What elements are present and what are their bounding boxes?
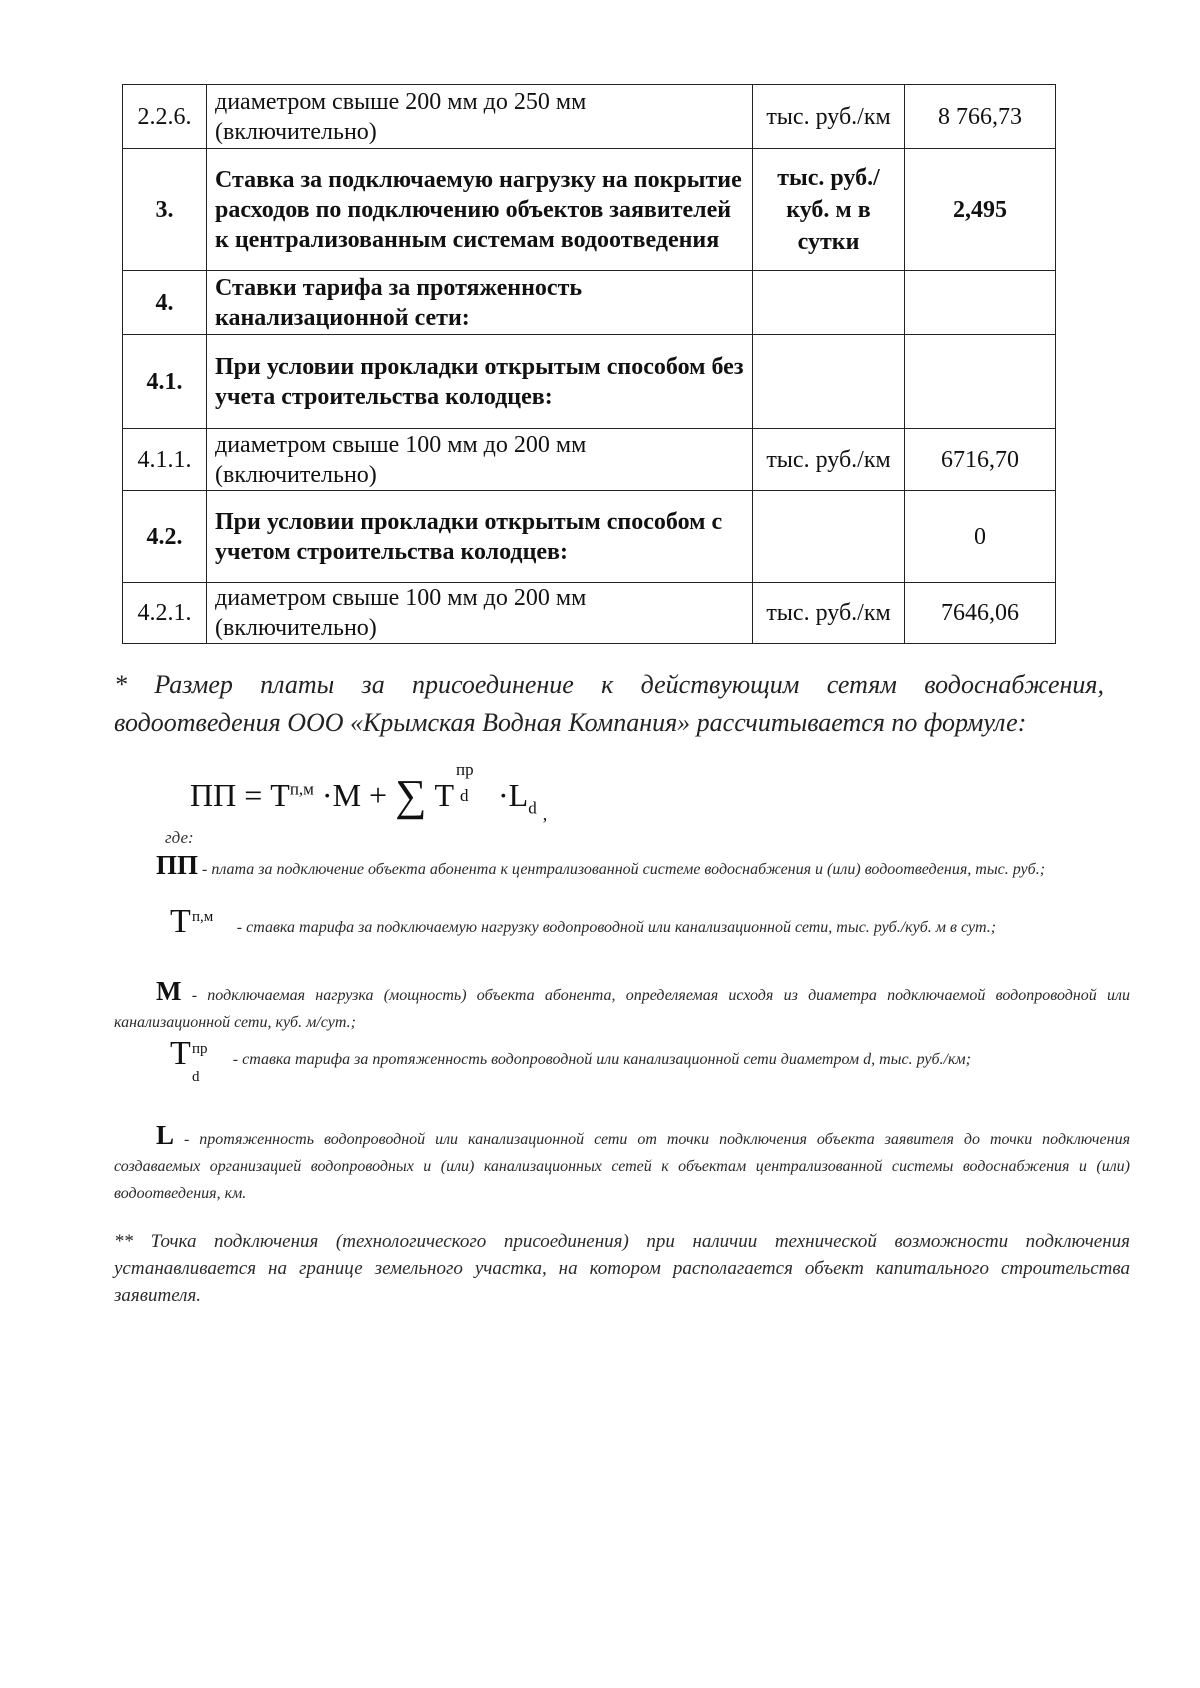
row-description: При условии прокладки открытым способом без учета строительства колодцев: bbox=[207, 335, 753, 429]
row-value: 2,495 bbox=[905, 149, 1056, 271]
formula-t2: Т bbox=[434, 777, 454, 813]
row-description: Ставки тарифа за протяженность канализационной сети: bbox=[207, 271, 753, 335]
row-description: Ставка за подключаемую нагрузку на покрытие расходов по подключению объектов заявителей к централизованным системам водоотведения bbox=[207, 149, 753, 271]
footnote-formula-intro: * Размер платы за присоединение к действующим сетям водоснабжения, водоотведения ООО «Крымская Водная Компания» рассчитывается по формуле: bbox=[114, 670, 1104, 737]
row-description: диаметром свыше 100 мм до 200 мм (включительно) bbox=[207, 583, 753, 644]
row-number: 4.2. bbox=[123, 491, 207, 583]
row-unit: тыс. руб./км bbox=[753, 85, 905, 149]
formula-t2-subscript: d bbox=[460, 786, 469, 805]
row-unit: тыс. руб./ куб. м в сутки bbox=[753, 149, 905, 271]
row-number: 4.1. bbox=[123, 335, 207, 429]
definition-symbol: М bbox=[156, 976, 182, 1006]
formula-eq-t: = Т bbox=[244, 777, 290, 813]
definition-symbol: L bbox=[156, 1120, 175, 1150]
formula-t2-indices bbox=[454, 760, 490, 806]
fee-formula bbox=[190, 760, 548, 825]
row-number: 4.2.1. bbox=[123, 583, 207, 644]
formula-m-part: ·М + bbox=[321, 777, 388, 813]
formula-t2-superscript: пр bbox=[456, 760, 474, 779]
definition-symbol: Т п,м bbox=[170, 903, 214, 940]
table-row bbox=[123, 149, 1056, 271]
formula-t-superscript: п,м bbox=[289, 779, 314, 799]
row-value: 7646,06 bbox=[905, 583, 1056, 644]
row-unit bbox=[753, 335, 905, 429]
formula-sum-symbol: ∑ bbox=[395, 771, 427, 820]
row-number: 3. bbox=[123, 149, 207, 271]
where-label: где: bbox=[165, 828, 194, 847]
table-row bbox=[123, 429, 1056, 491]
formula-comma: , bbox=[542, 804, 548, 824]
definition-text: - ставка тарифа за подключаемую нагрузку водопроводной или канализационной сети, тыс. руб./куб. м в сут.; bbox=[236, 919, 997, 936]
formula-l-subscript: d bbox=[528, 798, 537, 818]
definition-subscript: d bbox=[192, 1069, 200, 1085]
row-value: 8 766,73 bbox=[905, 85, 1056, 149]
row-unit: тыс. руб./км bbox=[753, 583, 905, 644]
definition-text: - протяженность водопроводной или канализационной сети от точки подключения объекта заявителя до точки подключения создаваемых организацией водопроводных и (или) канализационных сетей к объектам централизованной системы водоснабжения и (или) водоотведения, км. bbox=[114, 1131, 1131, 1202]
definition-pp bbox=[114, 852, 1130, 883]
row-description: При условии прокладки открытым способом с учетом строительства колодцев: bbox=[207, 491, 753, 583]
row-number: 4.1.1. bbox=[123, 429, 207, 491]
table-row bbox=[123, 583, 1056, 644]
row-unit: тыс. руб./км bbox=[753, 429, 905, 491]
table-row bbox=[123, 85, 1056, 149]
row-value: 0 bbox=[905, 491, 1056, 583]
definition-symbol: Т пр d bbox=[170, 1040, 191, 1067]
definition-text: - плата за подключение объекта абонента к централизованной системе водоснабжения и (или) водоотведения, тыс. руб.; bbox=[202, 861, 1046, 878]
definition-t bbox=[114, 903, 1130, 941]
footnote-connection-point: ** Точка подключения (технологического присоединения) при наличии технической возможности подключения устанавливается на границе земельного участка, на котором располагается объект капитального строительства заявителя. bbox=[114, 1231, 1130, 1306]
row-value bbox=[905, 271, 1056, 335]
row-value bbox=[905, 335, 1056, 429]
table-row bbox=[123, 335, 1056, 429]
formula-pp: ПП bbox=[190, 777, 237, 813]
definition-m bbox=[114, 978, 1130, 1036]
definition-l bbox=[114, 1122, 1130, 1207]
row-description: диаметром свыше 100 мм до 200 мм (включительно) bbox=[207, 429, 753, 491]
table-row bbox=[123, 491, 1056, 583]
definition-superscript: пр bbox=[192, 1041, 208, 1057]
row-value: 6716,70 bbox=[905, 429, 1056, 491]
definition-superscript: п,м bbox=[192, 909, 214, 925]
row-number: 2.2.6. bbox=[123, 85, 207, 149]
definition-symbol: ПП bbox=[156, 850, 199, 880]
formula-l-part: ·L bbox=[498, 777, 529, 813]
definition-td bbox=[114, 1035, 1130, 1085]
row-number: 4. bbox=[123, 271, 207, 335]
definition-text: - подключаемая нагрузка (мощность) объекта абонента, определяемая исходя из диаметра подключаемой водопроводной или канализационной сети, куб. м/сут.; bbox=[114, 987, 1131, 1031]
definition-text: - ставка тарифа за протяженность водопроводной или канализационной сети диаметром d, тыс. руб./км; bbox=[232, 1051, 971, 1068]
table-row bbox=[123, 271, 1056, 335]
row-description: диаметром свыше 200 мм до 250 мм (включительно) bbox=[207, 85, 753, 149]
tariff-table bbox=[122, 84, 1056, 644]
row-unit bbox=[753, 271, 905, 335]
row-unit bbox=[753, 491, 905, 583]
